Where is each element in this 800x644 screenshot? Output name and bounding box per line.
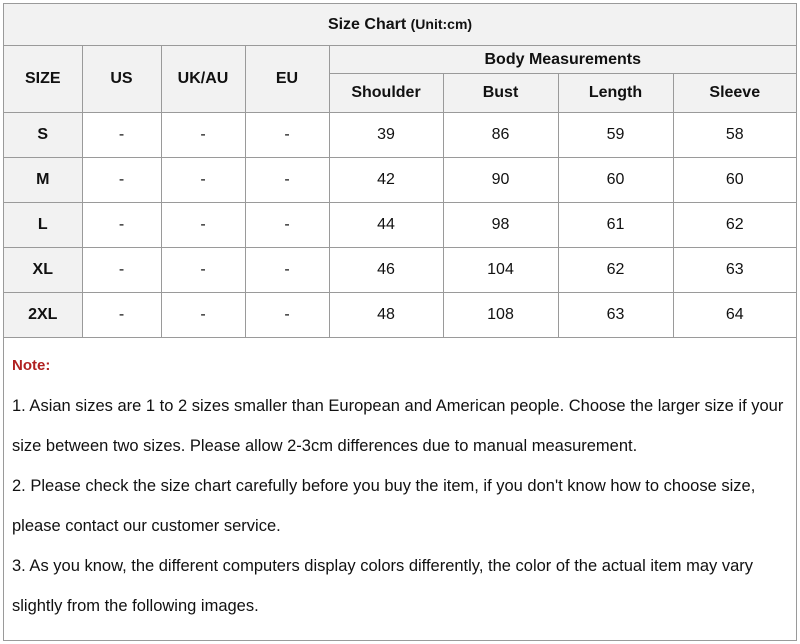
cell-eu: - [245,248,329,293]
header-body-measurements: Body Measurements [329,46,796,74]
note-title: Note: [12,357,51,374]
cell-us: - [82,203,161,248]
table-row [4,248,796,293]
cell-eu: - [245,158,329,203]
cell-ukau: - [161,158,245,203]
cell-eu: - [245,203,329,248]
header-size: SIZE [4,46,82,113]
cell-size: L [4,203,82,248]
cell-us: - [82,158,161,203]
cell-ukau: - [161,203,245,248]
cell-shoulder: 48 [329,293,443,338]
cell-eu: - [245,113,329,158]
size-chart-table [4,4,796,338]
cell-sleeve: 60 [673,158,796,203]
cell-length: 62 [558,248,673,293]
cell-size: XL [4,248,82,293]
table-row [4,113,796,158]
table-row [4,158,796,203]
chart-unit: (Unit:cm) [410,15,473,32]
cell-length: 60 [558,158,673,203]
cell-size: M [4,158,82,203]
header-ukau: UK/AU [161,46,245,113]
cell-ukau: - [161,113,245,158]
header-shoulder: Shoulder [329,74,443,113]
cell-length: 63 [558,293,673,338]
cell-shoulder: 42 [329,158,443,203]
cell-bust: 108 [443,293,558,338]
cell-shoulder: 46 [329,248,443,293]
cell-us: - [82,293,161,338]
header-length: Length [558,74,673,113]
notes-section [12,348,792,626]
cell-us: - [82,113,161,158]
table-row [4,203,796,248]
cell-sleeve: 58 [673,113,796,158]
note-item-2: 2. Please check the size chart carefully before you buy the item, if you don't know how to choose size, please contact our customer service. [12,477,756,535]
header-bust: Bust [443,74,558,113]
cell-shoulder: 39 [329,113,443,158]
header-us: US [82,46,161,113]
cell-sleeve: 64 [673,293,796,338]
cell-bust: 104 [443,248,558,293]
header-eu: EU [245,46,329,113]
cell-sleeve: 62 [673,203,796,248]
cell-length: 61 [558,203,673,248]
cell-us: - [82,248,161,293]
size-chart-sheet [3,3,797,641]
cell-bust: 90 [443,158,558,203]
cell-length: 59 [558,113,673,158]
cell-ukau: - [161,248,245,293]
note-item-1: 1. Asian sizes are 1 to 2 sizes smaller than European and American people. Choose the larger size if your size between two sizes. Please allow 2-3cm differences due to manual measurement. [12,397,784,455]
cell-shoulder: 44 [329,203,443,248]
cell-eu: - [245,293,329,338]
cell-sleeve: 63 [673,248,796,293]
cell-ukau: - [161,293,245,338]
table-row [4,293,796,338]
cell-size: 2XL [4,293,82,338]
chart-title: Size Chart (Unit:cm) [4,4,796,46]
note-item-3: 3. As you know, the different computers display colors differently, the color of the actual item may vary slightly from the following images. [12,557,754,615]
header-sleeve: Sleeve [673,74,796,113]
cell-bust: 86 [443,113,558,158]
cell-size: S [4,113,82,158]
cell-bust: 98 [443,203,558,248]
